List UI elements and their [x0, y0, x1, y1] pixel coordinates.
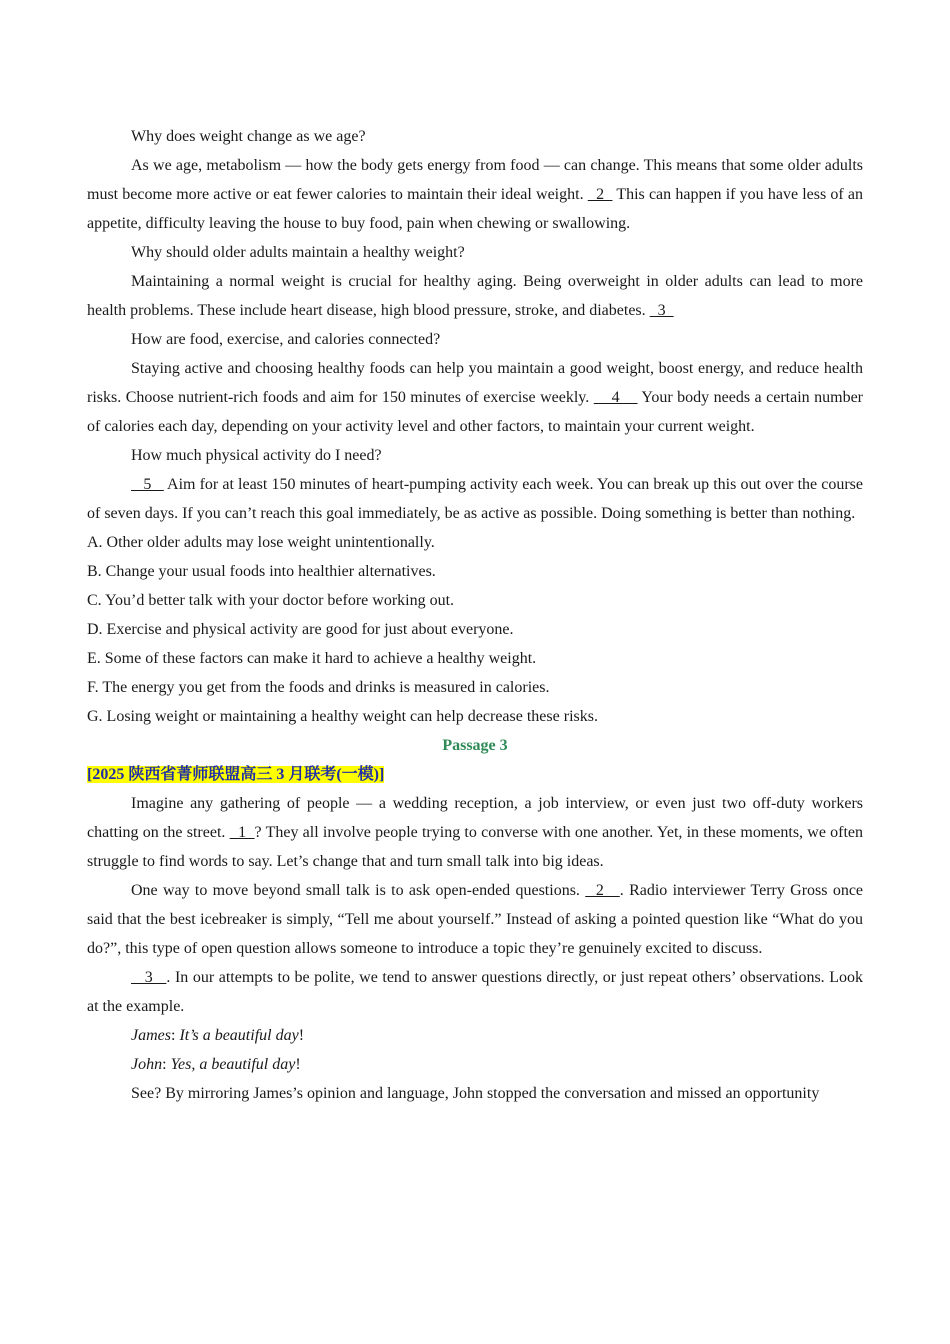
option-b: B. Change your usual foods into healthier alternatives.	[87, 563, 436, 580]
p3-paragraph-2: One way to move beyond small talk is to ask open-ended questions. 2 . Radio interviewer Terry Gross once said that the best icebreaker is simply, “Tell me about yourself.” Instead of asking a pointed question like “What do you do?”, this type of open question allows someone to introduce a topic they’re genuinely excited to discuss.	[87, 882, 864, 957]
dialogue-line-james: James: It’s a beautiful day!	[131, 1027, 305, 1044]
blank-2[interactable]: 2	[587, 186, 613, 203]
source-tag: [2025 陕西省菁师联盟高三 3 月联考(一模)]	[87, 766, 385, 783]
p3-paragraph-4: See? By mirroring James’s opinion and language, John stopped the conversation and missed an opportunity	[131, 1085, 820, 1102]
option-e: E. Some of these factors can make it hard to achieve a healthy weight.	[87, 650, 537, 667]
option-c: C. You’d better talk with your doctor before working out.	[87, 592, 455, 609]
option-d: D. Exercise and physical activity are good for just about everyone.	[87, 621, 514, 638]
paragraph-4: 5 Aim for at least 150 minutes of heart-pumping activity each week. You can break up this out over the course of seven days. If you can’t reach this goal immediately, be as active as possible. Doing something is better than nothing.	[87, 476, 864, 522]
paragraph-1: As we age, metabolism — how the body gets energy from food — can change. This means that some older adults must become more active or eat fewer calories to maintain their ideal weight. 2 This can happen if you have less of an appetite, difficulty leaving the house to buy food, pain when chewing or swallowing.	[87, 157, 864, 232]
p3-blank-2[interactable]: 2	[585, 882, 620, 899]
blank-3[interactable]: 3	[649, 302, 674, 319]
blank-4[interactable]: 4	[593, 389, 638, 406]
p3-blank-3[interactable]: 3	[131, 969, 167, 986]
passage-title: Passage 3	[442, 737, 508, 754]
p3-paragraph-1: Imagine any gathering of people — a wedding reception, a job interview, or even just two off-duty workers chatting on the street. 1 ? They all involve people trying to converse with one another. Yet, in these moments, we often struggle to find words to say. Let’s change that and turn small talk into big ideas.	[87, 795, 864, 870]
heading-question-4: How much physical activity do I need?	[131, 447, 382, 464]
option-g: G. Losing weight or maintaining a healthy weight can help decrease these risks.	[87, 708, 598, 725]
heading-question-2: Why should older adults maintain a healthy weight?	[131, 244, 465, 261]
paragraph-3: Staying active and choosing healthy foods can help you maintain a good weight, boost energy, and reduce health risks. Choose nutrient-rich foods and aim for 150 minutes of exercise weekly. 4 Your body needs a certain number of calories each day, depending on your activity level and other factors, to maintain your current weight.	[87, 360, 864, 435]
passage-title-row	[87, 731, 863, 760]
paragraph-2: Maintaining a normal weight is crucial for healthy aging. Being overweight in older adults can lead to more health problems. These include heart disease, high blood pressure, stroke, and diabetes. 3	[87, 273, 863, 319]
speaker-john: John	[131, 1056, 163, 1073]
document-page	[87, 122, 863, 1108]
source-row	[87, 760, 863, 789]
p3-blank-1[interactable]: 1	[229, 824, 255, 841]
speaker-james: James	[131, 1027, 171, 1044]
blank-5[interactable]: 5	[131, 476, 164, 493]
heading-question-1: Why does weight change as we age?	[131, 128, 366, 145]
heading-question-3: How are food, exercise, and calories connected?	[131, 331, 441, 348]
dialogue-line-john: John: Yes, a beautiful day!	[131, 1056, 301, 1073]
p3-paragraph-3: 3 . In our attempts to be polite, we tend to answer questions directly, or just repeat others’ observations. Look at the example.	[87, 969, 863, 1015]
option-f: F. The energy you get from the foods and drinks is measured in calories.	[87, 679, 550, 696]
option-a: A. Other older adults may lose weight unintentionally.	[87, 534, 435, 551]
